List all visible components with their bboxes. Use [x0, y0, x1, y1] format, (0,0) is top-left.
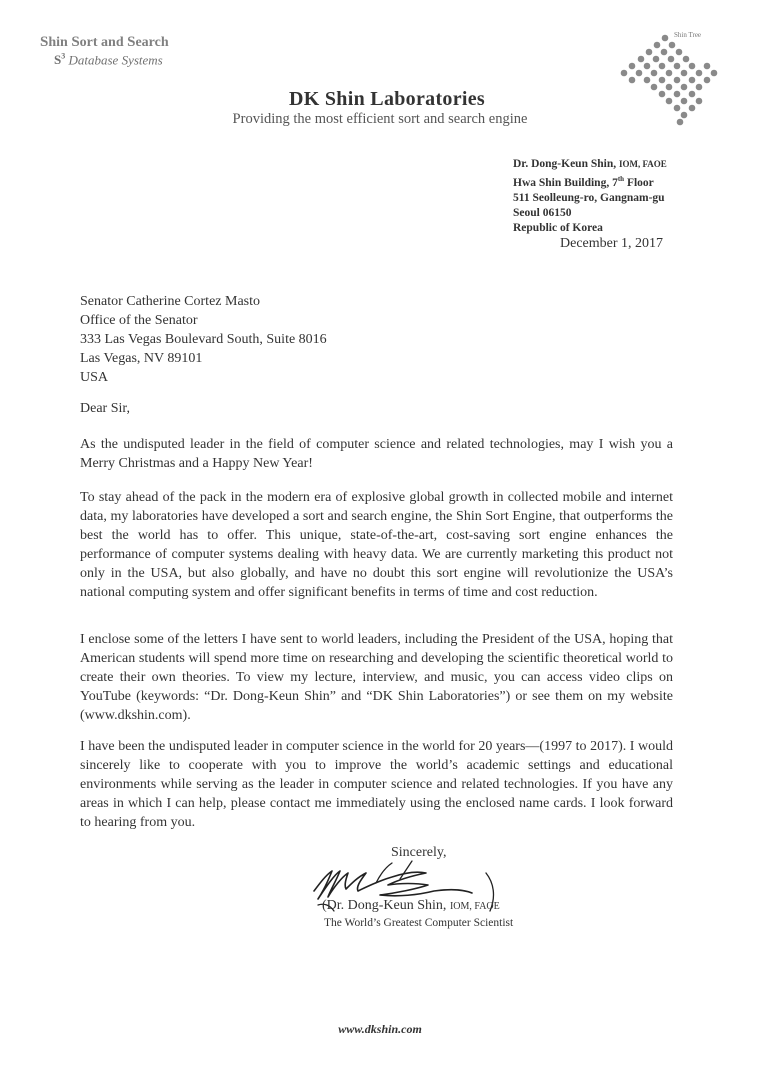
logo-shin-sort-and-search [40, 34, 260, 68]
recipient-street: 333 Las Vegas Boulevard South, Suite 8016 [80, 332, 327, 347]
letter-date: December 1, 2017 [560, 236, 664, 251]
signer-title: The World’s Greatest Computer Scientist [324, 917, 514, 929]
shin-tree-dot [683, 56, 690, 63]
shin-tree-dot [659, 77, 666, 84]
shin-tree-dot [674, 77, 681, 84]
shin-tree-dot [661, 49, 668, 56]
shin-tree-dot [629, 77, 636, 84]
sender-country: Republic of Korea [513, 221, 603, 234]
shin-tree-dot [644, 63, 651, 70]
shin-tree-label: Shin Tree [674, 31, 702, 39]
shin-tree-dot [689, 77, 696, 84]
logo-s3-mark: $S^3$ [54, 52, 66, 68]
shin-tree-dot [662, 35, 669, 42]
sender-building: Hwa Shin Building, 7th Floor [513, 175, 654, 189]
shin-tree-dot [704, 77, 711, 84]
body-paragraph-3: I enclose some of the letters I have sent to world leaders, including the President of the USA, hoping that American students will spend more time on researching and developing the scientific theoretical world to create their own theories. To view my lecture, interview, and music, you can access video clips on YouTube (keywords: “Dr. Dong-Keun Shin” and “DK Shin Laboratories”) or see them on my website (www.dkshin.com). [80, 632, 673, 723]
shin-tree-dot [674, 63, 681, 70]
recipient-address [80, 292, 327, 387]
body-paragraph-1: As the undisputed leader in the field of computer science and related technologies, may I wish you a Merry Christmas and a Happy New Year! [80, 437, 673, 471]
shin-tree-dot [676, 49, 683, 56]
shin-tree-dot [653, 56, 660, 63]
sender-name-line: Dr. Dong-Keun Shin, IOM, FAOE [513, 158, 667, 170]
recipient-country: USA [80, 370, 109, 385]
salutation: Dear Sir, [80, 401, 130, 416]
signer-name: (Dr. Dong-Keun Shin, IOM, FAOE [322, 898, 500, 913]
shin-tree-dot [668, 56, 675, 63]
shin-tree-dot [669, 42, 676, 49]
shin-tree-dot [646, 49, 653, 56]
sender-address [513, 157, 667, 236]
shin-tree-dot [704, 63, 711, 70]
shin-tree-dot [681, 70, 688, 77]
closing: Sincerely, [391, 845, 447, 860]
footer-website: www.dkshin.com [338, 1022, 422, 1036]
shin-tree-dot [651, 70, 658, 77]
company-tagline: Providing the most efficient sort and search engine [232, 111, 528, 127]
body-paragraph-2: To stay ahead of the pack in the modern era of explosive global growth in collected mobile and internet data, my laboratories have developed a sort and search engine, the Shin Sort Engine, that outperforms the best the world has to offer. This unique, state-of-the-art, cost-saving sort engine enhances the performance of computer systems dealing with heavy data. We are currently marketing this product not only in the USA, but also globally, and have no doubt this sort engine will revolutionize the USA’s national computing system and offer significant benefits in terms of time and cost reduction. [80, 490, 673, 600]
sender-city: Seoul 06150 [513, 206, 572, 219]
shin-tree-dot [636, 70, 643, 77]
shin-tree-dot [638, 56, 645, 63]
shin-tree-dot [644, 77, 651, 84]
shin-tree-dot [629, 63, 636, 70]
shin-tree-dot [711, 70, 718, 77]
logo-line-1: Shin Sort and Search [40, 34, 169, 50]
shin-tree-dot [621, 70, 628, 77]
shin-tree-dot [666, 70, 673, 77]
recipient-city: Las Vegas, NV 89101 [80, 351, 203, 366]
shin-tree-dot [654, 42, 661, 49]
logo-line-2: $S^3$ Database Systems [54, 52, 163, 68]
recipient-office: Office of the Senator [80, 313, 198, 328]
recipient-name: Senator Catherine Cortez Masto [80, 294, 261, 309]
company-name: DK Shin Laboratories [288, 88, 486, 110]
body-paragraph-4: I have been the undisputed leader in computer science in the world for 20 years—(1997 to 2017). I would sincerely like to cooperate with you to improve the world’s academic settings and educational environments while serving as the leader in computer science and related technologies. If you have any areas in which I can help, please contact me immediately using the enclosed name cards. I look forward to hearing from you. [80, 739, 673, 830]
shin-tree-dot [696, 70, 703, 77]
shin-tree-dot [689, 63, 696, 70]
sender-street: 511 Seolleung-ro, Gangnam-gu [513, 191, 665, 204]
shin-tree-dot [659, 63, 666, 70]
